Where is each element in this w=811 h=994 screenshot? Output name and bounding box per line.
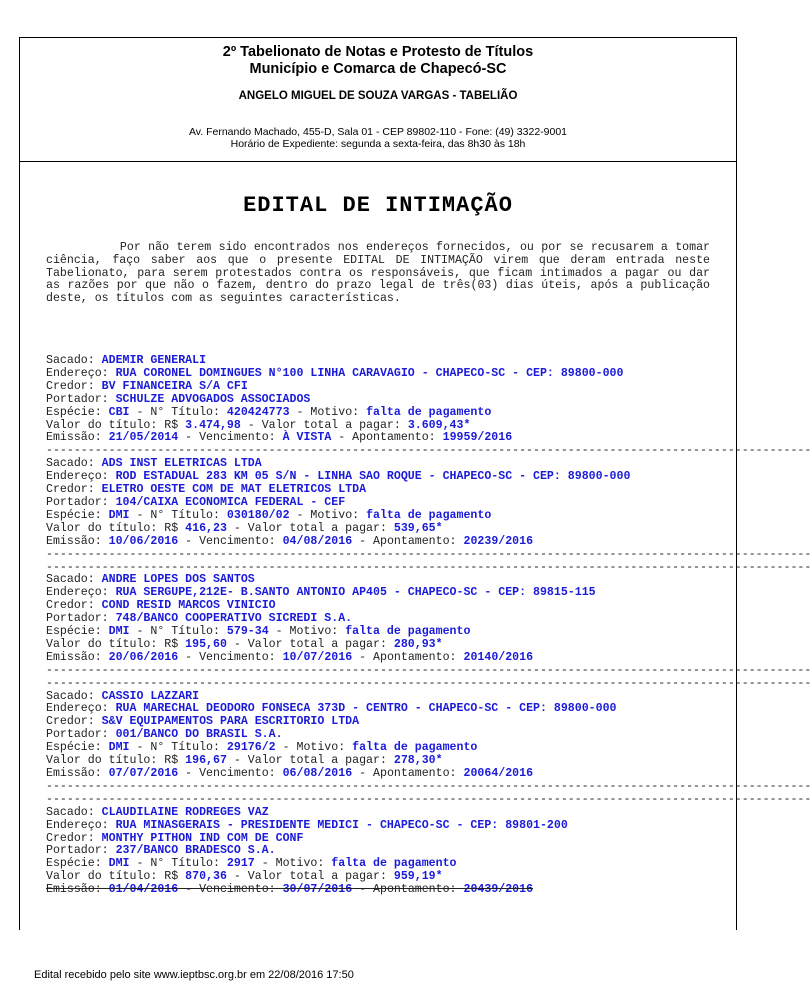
vencimento-value: 04/08/2016	[282, 534, 353, 548]
emissao-line	[46, 536, 710, 549]
field-label: Espécie:	[46, 405, 109, 419]
motivo-value: falta de pagamento	[366, 405, 492, 419]
titulo-value: 29176/2	[226, 741, 276, 755]
valor-value: 416,23	[185, 521, 227, 535]
page-title: EDITAL DE INTIMAÇÃO	[243, 193, 513, 218]
valor-value: 870,36	[185, 870, 227, 884]
field-label: Emissão:	[46, 431, 109, 445]
field-label: Endereço:	[46, 470, 116, 484]
record-block	[46, 807, 710, 897]
field-label: Valor do título: R$	[46, 521, 186, 535]
credor-value: COND RESID MARCOS VINICIO	[101, 599, 276, 613]
vencimento-value: 30/07/2016	[282, 883, 353, 897]
vencimento-value: À VISTA	[282, 431, 332, 445]
apontamento-value: 20439/2016	[463, 883, 534, 897]
record-separator: --------------------------------------------------------------------------------------------------------------	[46, 676, 811, 690]
emissao-line	[46, 652, 710, 665]
especie-value: DMI	[108, 508, 130, 522]
field-label: - Motivo:	[268, 625, 346, 639]
field-label: - Apontamento:	[331, 431, 443, 445]
sacado-value: ADEMIR GENERALI	[101, 354, 207, 367]
field-label: - Apontamento:	[352, 650, 464, 664]
titulo-value: 030180/02	[226, 508, 290, 522]
field-label: Valor do título: R$	[46, 754, 186, 768]
sacado-value: ADS INST ELETRICAS LTDA	[101, 457, 262, 471]
field-label: - Vencimento:	[178, 534, 283, 548]
total-value: 278,30*	[393, 754, 443, 768]
emissao-value: 10/06/2016	[108, 534, 179, 548]
valor-value: 3.474,98	[185, 418, 241, 432]
especie-value: DMI	[108, 625, 130, 639]
portador-value: SCHULZE ADVOGADOS ASSOCIADOS	[115, 392, 311, 406]
record-separator: --------------------------------------------------------------------------------------------------------------	[46, 663, 811, 677]
field-label: Portador:	[46, 728, 116, 742]
field-label: - Motivo:	[275, 741, 353, 755]
field-label: Sacado:	[46, 689, 102, 703]
total-value: 959,19*	[393, 870, 443, 884]
credor-value: ELETRO OESTE COM DE MAT ELETRICOS LTDA	[101, 483, 367, 497]
field-label: - Apontamento:	[352, 534, 464, 548]
field-label: Emissão:	[46, 883, 109, 897]
titulo-value: 420424773	[226, 405, 290, 419]
field-label: Sacado:	[46, 457, 102, 471]
emissao-line	[46, 768, 710, 781]
field-label: - Vencimento:	[178, 431, 283, 445]
field-label: - Valor total a pagar:	[226, 754, 394, 768]
field-label: Credor:	[46, 715, 102, 729]
field-label: - N° Título:	[129, 857, 227, 871]
field-label: Endereço:	[46, 818, 116, 832]
field-label: Emissão:	[46, 650, 109, 664]
field-label: Endereço:	[46, 366, 116, 380]
notary-officer: ANGELO MIGUEL DE SOUZA VARGAS - TABELIÃO	[238, 90, 518, 102]
field-label: Espécie:	[46, 741, 109, 755]
field-label: Emissão:	[46, 534, 109, 548]
credor-value: S&V EQUIPAMENTOS PARA ESCRITORIO LTDA	[101, 715, 360, 729]
field-label: - Valor total a pagar:	[226, 521, 394, 535]
apontamento-value: 19959/2016	[442, 431, 513, 445]
valor-value: 195,60	[185, 637, 227, 651]
vencimento-value: 06/08/2016	[282, 767, 353, 780]
field-label: Credor:	[46, 599, 102, 613]
apontamento-value: 20064/2016	[463, 767, 534, 780]
record-separator: --------------------------------------------------------------------------------------------------------------	[46, 779, 811, 793]
motivo-value: falta de pagamento	[345, 625, 471, 639]
credor-value: BV FINANCEIRA S/A CFI	[101, 379, 248, 393]
intro-paragraph	[46, 242, 710, 306]
field-label: Espécie:	[46, 857, 109, 871]
field-label: - Apontamento:	[352, 767, 464, 780]
record-block	[46, 689, 811, 807]
titulo-value: 579-34	[226, 625, 269, 639]
endereco-value: RUA CORONEL DOMINGUES N°100 LINHA CARAVAGIO - CHAPECO-SC - CEP: 89800-000	[115, 366, 624, 380]
field-label: Espécie:	[46, 625, 109, 639]
endereco-value: ROD ESTADUAL 283 KM 05 S/N - LINHA SAO ROQUE - CHAPECO-SC - CEP: 89800-000	[115, 470, 631, 484]
field-label: Valor do título: R$	[46, 870, 186, 884]
field-label: - N° Título:	[129, 508, 227, 522]
header-divider	[20, 161, 736, 162]
field-label: - Motivo:	[289, 405, 367, 419]
field-label: - Vencimento:	[178, 650, 283, 664]
apontamento-value: 20239/2016	[463, 534, 534, 548]
endereco-value: RUA MINASGERAIS - PRESIDENTE MEDICI - CHAPECO-SC - CEP: 89801-200	[115, 818, 568, 832]
endereco-value: RUA MARECHAL DEODORO FONSECA 373D - CENTRO - CHAPECO-SC - CEP: 89800-000	[115, 702, 617, 716]
portador-value: 748/BANCO COOPERATIVO SICREDI S.A.	[115, 612, 353, 626]
record-block	[46, 354, 811, 458]
field-label: Espécie:	[46, 508, 109, 522]
endereco-value: RUA SERGUPE,212E- B.SANTO ANTONIO AP405 - CHAPECO-SC - CEP: 89815-115	[115, 586, 596, 600]
emissao-value: 20/06/2016	[108, 650, 179, 664]
apontamento-value: 20140/2016	[463, 650, 534, 664]
field-label: Endereço:	[46, 586, 116, 600]
field-label: Credor:	[46, 483, 102, 497]
motivo-value: falta de pagamento	[366, 508, 492, 522]
especie-value: DMI	[108, 741, 130, 755]
motivo-value: falta de pagamento	[331, 857, 457, 871]
records-list	[46, 354, 811, 897]
field-label: - Valor total a pagar:	[226, 870, 394, 884]
field-label: Valor do título: R$	[46, 637, 186, 651]
valor-value: 196,67	[185, 754, 227, 768]
record-separator: --------------------------------------------------------------------------------------------------------------	[46, 792, 811, 806]
field-label: Credor:	[46, 831, 102, 845]
field-label: Portador:	[46, 612, 116, 626]
portador-value: 104/CAIXA ECONOMICA FEDERAL - CEF	[115, 495, 346, 509]
field-label: Emissão:	[46, 767, 109, 780]
motivo-value: falta de pagamento	[352, 741, 478, 755]
notary-municipality: Município e Comarca de Chapecó-SC	[249, 61, 507, 77]
record-separator: --------------------------------------------------------------------------------------------------------------	[46, 560, 811, 574]
record-block	[46, 457, 811, 574]
field-label: Portador:	[46, 844, 116, 858]
notary-address: Av. Fernando Machado, 455-D, Sala 01 - CEP 89802-110 - Fone: (49) 3322-9001	[188, 126, 568, 138]
record-separator: --------------------------------------------------------------------------------------------------------------	[46, 444, 811, 458]
credor-value: MONTHY PITHON IND COM DE CONF	[101, 831, 304, 845]
field-label: - Valor total a pagar:	[226, 637, 394, 651]
field-label: Valor do título: R$	[46, 418, 186, 432]
field-label: - N° Título:	[129, 405, 227, 419]
total-value: 539,65*	[393, 521, 443, 535]
emissao-value: 21/05/2014	[108, 431, 179, 445]
field-label: - Vencimento:	[178, 883, 283, 897]
notary-name: 2º Tabelionato de Notas e Protesto de Títulos	[222, 44, 534, 60]
footer-note: Edital recebido pelo site www.ieptbsc.org.br em 22/08/2016 17:50	[34, 969, 354, 981]
document-frame	[19, 37, 811, 930]
notary-hours: Horário de Expediente: segunda a sexta-feira, das 8h30 às 18h	[230, 138, 526, 150]
field-label: - N° Título:	[129, 625, 227, 639]
field-label: Portador:	[46, 495, 116, 509]
record-block	[46, 573, 811, 690]
portador-value: 237/BANCO BRADESCO S.A.	[115, 844, 276, 858]
sacado-value: CASSIO LAZZARI	[101, 689, 200, 703]
field-label: - Vencimento:	[178, 767, 283, 780]
total-value: 3.609,43*	[407, 418, 471, 432]
field-label: Portador:	[46, 392, 116, 406]
field-label: Sacado:	[46, 354, 102, 367]
total-value: 280,93*	[393, 637, 443, 651]
field-label: Credor:	[46, 379, 102, 393]
vencimento-value: 10/07/2016	[282, 650, 353, 664]
portador-value: 001/BANCO DO BRASIL S.A.	[115, 728, 283, 742]
field-label: - Valor total a pagar:	[240, 418, 408, 432]
sacado-value: ANDRE LOPES DOS SANTOS	[101, 573, 255, 587]
sacado-value: CLAUDILAINE RODREGES VAZ	[101, 805, 269, 819]
field-label: Sacado:	[46, 573, 102, 587]
titulo-value: 2917	[226, 857, 255, 871]
field-label: - Apontamento:	[352, 883, 464, 897]
field-label: Endereço:	[46, 702, 116, 716]
emissao-line	[46, 884, 710, 897]
field-label: - Motivo:	[254, 857, 332, 871]
field-label: - N° Título:	[129, 741, 227, 755]
especie-value: CBI	[108, 405, 130, 419]
intro-text: Por não terem sido encontrados nos endereços fornecidos, ou por se recusarem a tomar ciência, faço saber aos que o presente EDITAL DE INTIMAÇÃO virem que deram entrada neste Tabelionato, para serem protestados contra os responsáveis, que ficam intimados a pagar ou dar as razões por que não o fazem, dentro do prazo legal de três(03) dias úteis, após a publicação deste, os títulos com as seguintes características.	[46, 241, 710, 306]
emissao-value: 01/04/2016	[108, 883, 179, 897]
field-label: Sacado:	[46, 805, 102, 819]
record-separator: --------------------------------------------------------------------------------------------------------------	[46, 547, 811, 561]
emissao-value: 07/07/2016	[108, 767, 179, 780]
especie-value: DMI	[108, 857, 130, 871]
field-label: - Motivo:	[289, 508, 367, 522]
